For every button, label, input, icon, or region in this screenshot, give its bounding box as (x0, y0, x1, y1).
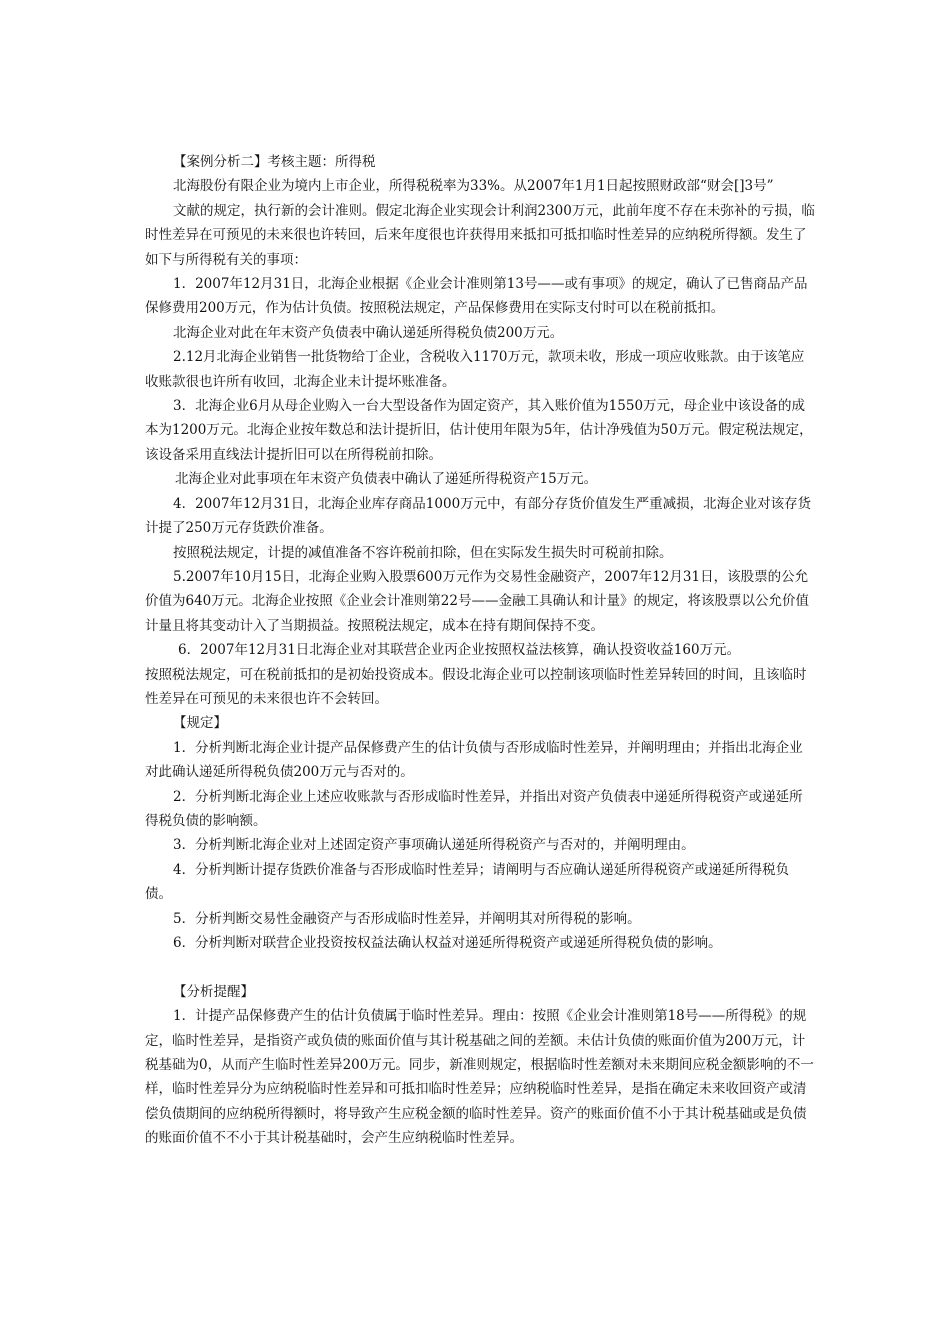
blank-line (145, 955, 815, 979)
analysis-heading: 【分析提醒】 (173, 983, 254, 1000)
event-item-2: 2.12月北海企业销售一批货物给丁企业，含税收入1170万元，款项未收，形成一项应收账款。由于该笔应收账款很也许所有收回，北海企业未计提坏账准备。 (145, 349, 805, 390)
document-page (145, 150, 815, 1151)
requirement-5: 5．分析判断交易性金融资产与否形成临时性差异，并阐明其对所得税的影响。 (173, 910, 641, 927)
requirement-3: 3．分析判断北海企业对上述固定资产事项确认递延所得税资产与否对的，并阐明理由。 (173, 837, 695, 854)
event-item-1-note: 北海企业对此在年末资产负债表中确认递延所得税负债200万元。 (173, 324, 564, 341)
event-item-6: 6．2007年12月31日北海企业对其联营企业丙企业按照权益法核算，确认投资收益160万元。 (178, 642, 741, 659)
intro-paragraph-continued: 文献的规定，执行新的会计准则。假定北海企业实现会计利润2300万元，此前年度不存在未弥补的亏损，临时性差异在可预见的未来很也许转回，后来年度很也许获得用来抵扣可抵扣临时性差异的应纳税所得额。发生了如下与所得税有关的事项： (145, 202, 815, 268)
requirement-6: 6．分析判断对联营企业投资按权益法确认权益对递延所得税资产或递延所得税负债的影响。 (173, 935, 722, 951)
requirement-1: 1．分析判断北海企业计提产品保修费产生的估计负债与否形成临时性差异，并阐明理由；并指出北海企业对此确认递延所得税负债200万元与否对的。 (145, 739, 803, 781)
event-item-4: 4．2007年12月31日，北海企业库存商品1000万元中，有部分存货价值发生严重减损，北海企业对该存货计提了250万元存货跌价准备。 (145, 495, 812, 537)
requirements-heading: 【规定】 (173, 715, 227, 732)
event-item-5: 5.2007年10月15日，北海企业购入股票600万元作为交易性金融资产，2007年12月31日，该股票的公允价值为640万元。北海企业按照《企业会计准则第22号——金融工具确认和计量》的规定，将该股票以公允价值计量且将其变动计入了当期损益。按照税法规定，成本在持有期间保持不变。 (145, 568, 809, 634)
event-item-3: 3．北海企业6月从母企业购入一台大型设备作为固定资产，其入账价值为1550万元，母企业中该设备的成本为1200万元。北海企业按年数总和法计提折旧，估计使用年限为5年，估计净残值为50万元。假定税法规定，该设备采用直线法计提折旧可以在所得税前扣除。 (145, 398, 813, 463)
event-item-6-note: 按照税法规定，可在税前抵扣的是初始投资成本。假设北海企业可以控制该项临时性差异转回的时间，且该临时性差异在可预见的未来很也许不会转回。 (145, 666, 807, 707)
event-item-4-note: 按照税法规定，计提的减值准备不容许税前扣除，但在实际发生损失时可税前扣除。 (173, 544, 673, 561)
intro-paragraph: 北海股份有限企业为境内上市企业，所得税税率为33%。从2007年1月1日起按照财政部“财会[]3号” (173, 178, 774, 195)
analysis-1: 1．计提产品保修费产生的估计负债属于临时性差异。理由：按照《企业会计准则第18号——所得税》的规定，临时性差异，是指资产或负债的账面价值与其计税基础之间的差额。未估计负债的账面价值为200万元，计税基础为0，从而产生临时性差异200万元。同步，新准则规定，根据临时性差额对未来期间应税金额影响的不一样，临时性差异分为应纳税临时性差异和可抵扣临时性差异；应纳税临时性差异，是指在确定未来收回资产或清偿负债期间的应纳税所得额时，将导致产生应税金额的临时性差异。资产的账面价值不小于其计税基础或是负债的账面价值不不小于其计税基础时，会产生应纳税临时性差异。 (145, 1008, 814, 1147)
event-item-3-note: 北海企业对此事项在年末资产负债表中确认了递延所得税资产15万元。 (175, 471, 598, 488)
case-title: 【案例分析二】考核主题：所得税 (173, 154, 376, 170)
event-item-1: 1．2007年12月31日，北海企业根据《企业会计准则第13号——或有事项》的规定，确认了已售商品产品保修费用200万元，作为估计负债。按照税法规定，产品保修费用在实际支付时可以在税前抵扣。 (145, 276, 808, 317)
requirement-4: 4．分析判断计提存货跌价准备与否形成临时性差异；请阐明与否应确认递延所得税资产或递延所得税负债。 (145, 861, 790, 903)
requirement-2: 2．分析判断北海企业上述应收账款与否形成临时性差异，并指出对资产负债表中递延所得税资产或递延所得税负债的影响额。 (145, 788, 803, 829)
